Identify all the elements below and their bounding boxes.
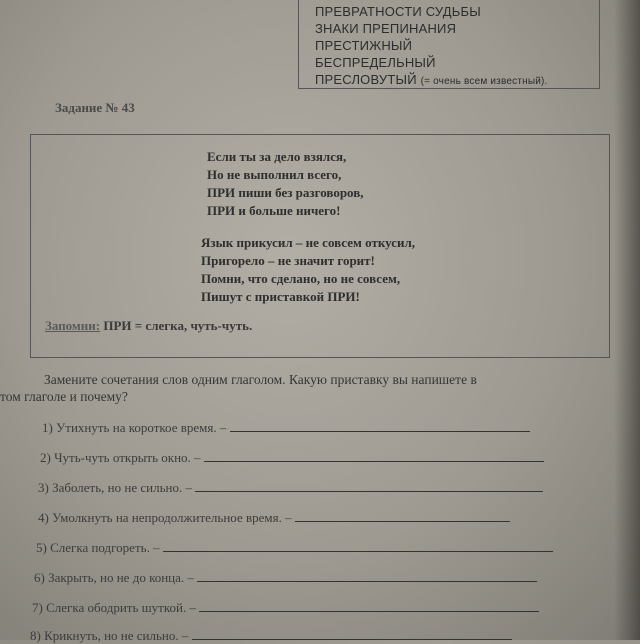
poem-line: Язык прикусил – не совсем откусил, (201, 235, 416, 250)
instruction-line: Замените сочетания слов одним глаголом. Какую приставку вы напишете в (44, 372, 477, 387)
poem-line: ПРИ пиши без разговоров, (207, 185, 364, 200)
answer-blank[interactable] (230, 430, 530, 432)
word-line: ПРЕСТИЖНЫЙ (315, 38, 413, 53)
word-line-with-note (315, 72, 548, 87)
word-line: ЗНАКИ ПРЕПИНАНИЯ (315, 21, 457, 36)
exercise-item (38, 480, 543, 496)
exercise-text: 5) Слегка подгореть. – (36, 540, 160, 555)
exercise-item (30, 628, 512, 644)
poem-line: Но не выполнил всего, (207, 167, 342, 182)
exercise-text: 7) Слегка ободрить шуткой. – (32, 600, 196, 615)
answer-blank[interactable] (295, 520, 510, 522)
exercise-text: 2) Чуть-чуть открыть окно. – (40, 450, 201, 465)
word-line: БЕСПРЕДЕЛЬНЫЙ (315, 55, 436, 70)
instruction-line: том глаголе и почему? (0, 389, 128, 404)
exercise-text: 1) Утихнуть на короткое время. – (42, 420, 227, 435)
exercise-text: 8) Крикнуть, но не сильно. – (30, 628, 189, 643)
exercise-item (38, 510, 510, 526)
poem-line: ПРИ и больше ничего! (207, 203, 341, 218)
poem-line: Если ты за дело взялся, (207, 149, 347, 164)
poem-line: Пишут с приставкой ПРИ! (201, 289, 360, 304)
answer-blank[interactable] (199, 610, 539, 612)
exercise-item (36, 540, 553, 556)
remember-text: ПРИ = слегка, чуть-чуть. (103, 318, 253, 333)
remember-note (45, 318, 252, 334)
words-box (298, 0, 600, 89)
exercise-item (32, 600, 539, 616)
task-title: Задание № 43 (55, 100, 135, 115)
exercise-text: 4) Умолкнуть на непродолжительное время. – (38, 510, 292, 525)
word-note: (= очень всем известный). (420, 76, 548, 87)
remember-label: Запомни: (45, 318, 101, 333)
answer-blank[interactable] (195, 490, 543, 492)
exercise-item (42, 420, 530, 436)
word-text: ПРЕСЛОВУТЫЙ (315, 72, 417, 87)
answer-blank[interactable] (163, 550, 553, 552)
answer-blank[interactable] (204, 460, 544, 462)
exercise-text: 3) Заболеть, но не сильно. – (38, 480, 192, 495)
rule-box (30, 134, 610, 358)
exercise-item (34, 570, 537, 586)
page-shadow (614, 0, 640, 640)
exercise-text: 6) Закрыть, но не до конца. – (34, 570, 194, 585)
poem-line: Помни, что сделано, но не совсем, (201, 271, 401, 286)
poem-line: Пригорело – не значит горит! (201, 253, 375, 268)
word-line: ПРЕВРАТНОСТИ СУДЬБЫ (315, 4, 481, 19)
answer-blank[interactable] (197, 580, 537, 582)
exercise-item (40, 450, 544, 466)
